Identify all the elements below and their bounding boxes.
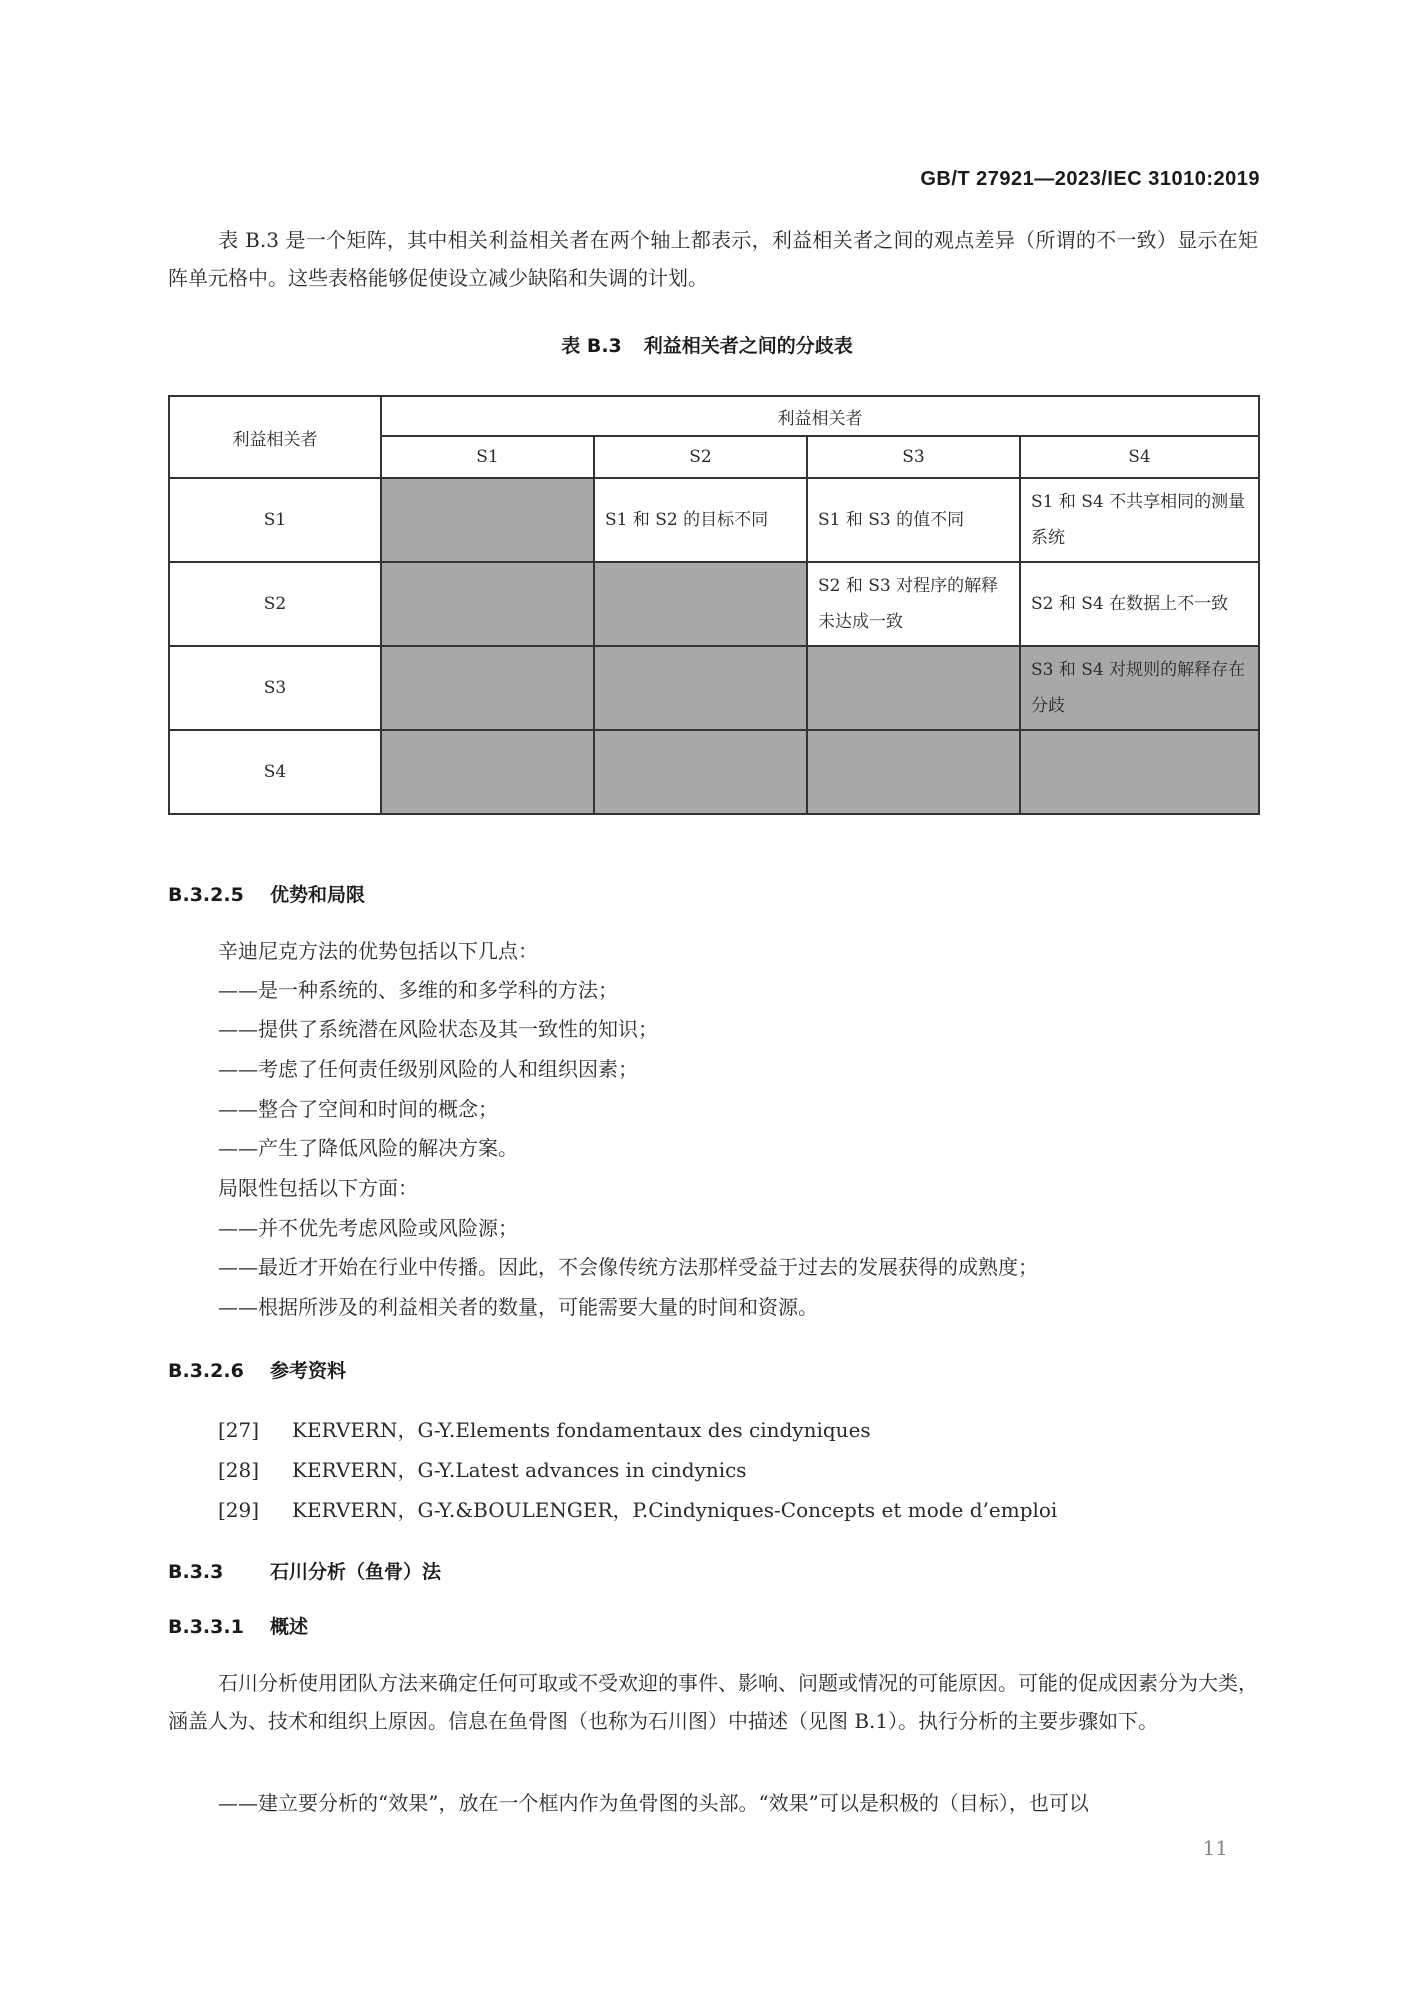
shaded-cell [381, 478, 594, 562]
page-number: 11 [1202, 1836, 1228, 1860]
section-number: B.3.3.1 [168, 1616, 244, 1638]
table-cell: S2 和 S3 对程序的解释未达成一致 [807, 562, 1020, 646]
shaded-cell [807, 646, 1020, 730]
reference-text: KERVERN，G-Y.Elements fondamentaux des cindyniques [292, 1418, 871, 1442]
shaded-cell [381, 562, 594, 646]
section-title: 概述 [270, 1616, 309, 1638]
table-caption-number: 表 B.3 [561, 335, 622, 357]
table-caption [0, 331, 1414, 358]
list-item: ——最近才开始在行业中传播。因此，不会像传统方法那样受益于过去的发展获得的成熟度； [218, 1255, 1038, 1279]
table-cell: S1 和 S4 不共享相同的测量系统 [1020, 478, 1259, 562]
list-item: ——产生了降低风险的解决方案。 [218, 1136, 518, 1160]
shaded-cell [381, 730, 594, 814]
table-caption-title: 利益相关者之间的分歧表 [643, 335, 853, 357]
section-heading-b326 [168, 1356, 346, 1383]
list-item: ——根据所涉及的利益相关者的数量，可能需要大量的时间和资源。 [218, 1295, 818, 1319]
shaded-cell [594, 562, 807, 646]
shaded-cell [594, 646, 807, 730]
standard-code-header: GB/T 27921—2023/IEC 31010:2019 [920, 168, 1260, 190]
table-cell: S1 和 S3 的值不同 [807, 478, 1020, 562]
reference-text: KERVERN，G-Y.Latest advances in cindynics [292, 1458, 747, 1482]
row-label-s2: S2 [169, 562, 381, 646]
reference-number: [28] [218, 1458, 260, 1482]
reference-item [218, 1494, 1057, 1523]
strengths-intro: 辛迪尼克方法的优势包括以下几点： [218, 939, 538, 963]
row-label-s1: S1 [169, 478, 381, 562]
column-header-s2: S2 [594, 436, 807, 478]
section-number: B.3.2.6 [168, 1360, 244, 1382]
section-title: 优势和局限 [270, 884, 366, 906]
stakeholder-divergence-table [168, 395, 1260, 815]
overview-text: 石川分析使用团队方法来确定任何可取或不受欢迎的事件、影响、问题或情况的可能原因。可能的促成因素分为大类，涵盖人为、技术和组织上原因。信息在鱼骨图（也称为石川图）中描述（见图 B.1）。执行分析的主要步骤如下。 [168, 1671, 1258, 1733]
list-item: ——考虑了任何责任级别风险的人和组织因素； [218, 1057, 638, 1081]
reference-item [218, 1414, 871, 1443]
shaded-cell [381, 646, 594, 730]
section-title: 石川分析（鱼骨）法 [270, 1561, 442, 1583]
list-item: ——是一种系统的、多维的和多学科的方法； [218, 978, 618, 1002]
column-header-s4: S4 [1020, 436, 1259, 478]
shaded-cell [1020, 730, 1259, 814]
intro-text: 表 B.3 是一个矩阵，其中相关利益相关者在两个轴上都表示，利益相关者之间的观点差异（所谓的不一致）显示在矩阵单元格中。这些表格能够促使设立减少缺陷和失调的计划。 [168, 228, 1258, 290]
section-number: B.3.2.5 [168, 884, 244, 906]
list-item: ——整合了空间和时间的概念； [218, 1097, 498, 1121]
table-row [169, 646, 1259, 730]
section-heading-b333 [168, 1557, 441, 1584]
list-item: ——建立要分析的“效果”，放在一个框内作为鱼骨图的头部。“效果”可以是积极的（目标），也可以 [218, 1791, 1089, 1815]
shaded-cell [594, 730, 807, 814]
shaded-cell [807, 730, 1020, 814]
overview-paragraph [168, 1664, 1258, 1740]
table-cell: S1 和 S2 的目标不同 [594, 478, 807, 562]
table-cell: S2 和 S4 在数据上不一致 [1020, 562, 1259, 646]
table-row [169, 562, 1259, 646]
table-row [169, 730, 1259, 814]
section-heading-b3331 [168, 1612, 308, 1639]
section-heading-b325 [168, 880, 365, 907]
table-row [169, 478, 1259, 562]
list-item: ——提供了系统潜在风险状态及其一致性的知识； [218, 1017, 658, 1041]
intro-paragraph [168, 221, 1258, 297]
reference-item [218, 1454, 747, 1483]
limitations-intro: 局限性包括以下方面： [218, 1176, 418, 1200]
section-title: 参考资料 [270, 1360, 347, 1382]
column-header-s1: S1 [381, 436, 594, 478]
row-header-cell: 利益相关者 [169, 396, 381, 478]
reference-text: KERVERN，G-Y.&BOULENGER，P.Cindyniques-Concepts et mode d’emploi [292, 1498, 1058, 1522]
row-label-s4: S4 [169, 730, 381, 814]
list-item: ——并不优先考虑风险或风险源； [218, 1216, 518, 1240]
table-cell: S3 和 S4 对规则的解释存在分歧 [1020, 646, 1259, 730]
row-label-s3: S3 [169, 646, 381, 730]
column-group-header-cell: 利益相关者 [381, 396, 1259, 436]
reference-number: [27] [218, 1418, 260, 1442]
reference-number: [29] [218, 1498, 260, 1522]
section-number: B.3.3 [168, 1561, 224, 1583]
column-header-s3: S3 [807, 436, 1020, 478]
